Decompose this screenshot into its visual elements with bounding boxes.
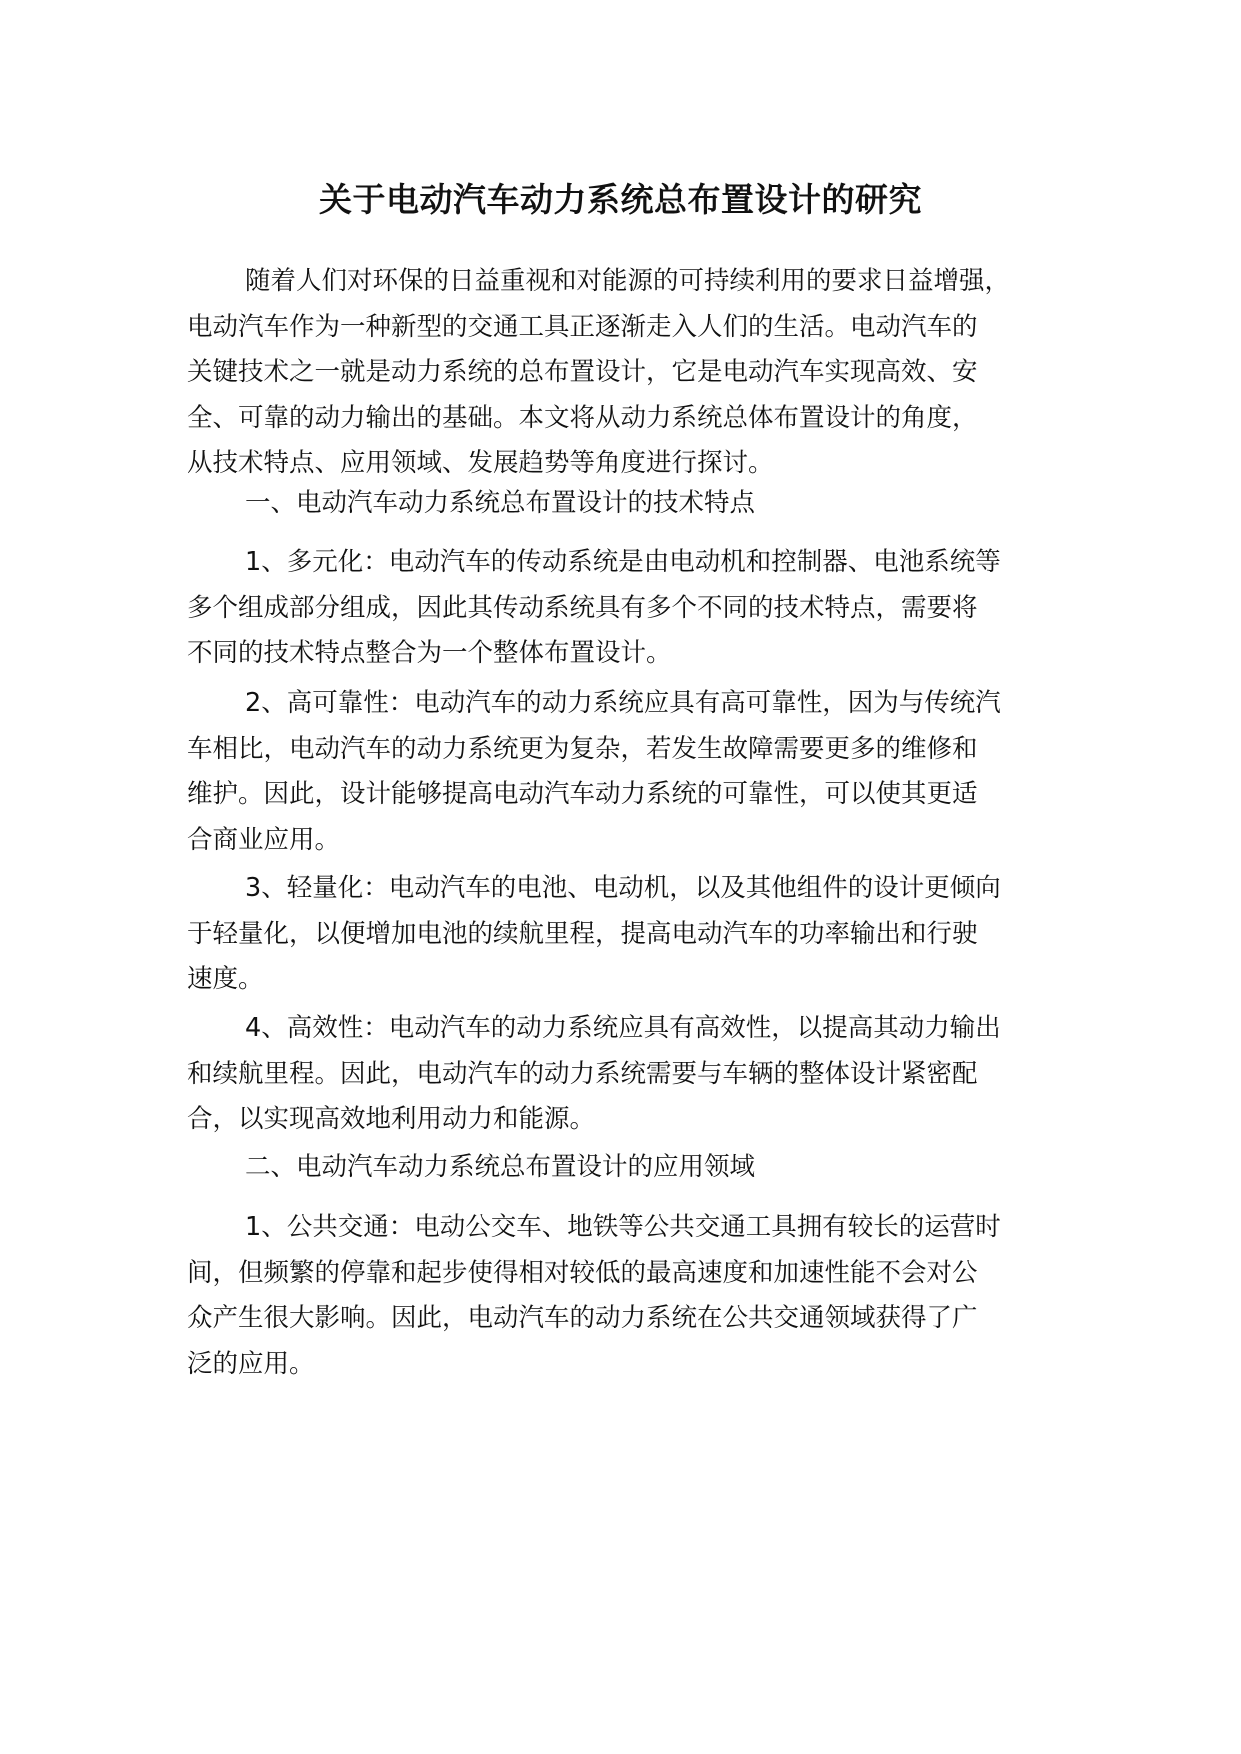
paragraph-public-transport: 1、公共交通：电动公交车、地铁等公共交通工具拥有较长的运营时 间，但频繁的停靠和起步使得相对较低的最高速度和加速性能不会对公 众产生很大影响。因此，电动汽车的动力系统在公共交通领域获得了广 泛的应用。 <box>187 1212 1001 1379</box>
paragraph-diversification: 1、多元化：电动汽车的传动系统是由电动机和控制器、电池系统等 多个组成部分组成，因此其传动系统具有多个不同的技术特点，需要将 不同的技术特点整合为一个整体布置设计。 <box>187 547 1001 668</box>
intro-paragraph: 随着人们对环保的日益重视和对能源的可持续利用的要求日益增强， 电动汽车作为一种新型的交通工具正逐渐走入人们的生活。电动汽车的 关键技术之一就是动力系统的总布置设计，它是电动汽车实现高效、安 全、可靠的动力输出的基础。本文将从动力系统总体布置设计的角度， 从技术特点、应用领域、发展趋势等角度进行探讨。 <box>187 266 1011 478</box>
section-heading-application-fields: 二、电动汽车动力系统总布置设计的应用领域 <box>245 1152 756 1182</box>
paragraph-lightweight: 3、轻量化：电动汽车的电池、电动机，以及其他组件的设计更倾向 于轻量化，以便增加电池的续航里程，提高电动汽车的功率输出和行驶 速度。 <box>187 873 1001 994</box>
paragraph-high-reliability: 2、高可靠性：电动汽车的动力系统应具有高可靠性，因为与传统汽 车相比，电动汽车的动力系统更为复杂，若发生故障需要更多的维修和 维护。因此，设计能够提高电动汽车动力系统的可靠性，可以使其更适 合商业应用。 <box>187 688 1001 855</box>
document-title: 关于电动汽车动力系统总布置设计的研究 <box>319 180 922 219</box>
section-heading-technical-features: 一、电动汽车动力系统总布置设计的技术特点 <box>245 488 756 518</box>
paragraph-high-efficiency: 4、高效性：电动汽车的动力系统应具有高效性，以提高其动力输出 和续航里程。因此，电动汽车的动力系统需要与车辆的整体设计紧密配 合，以实现高效地利用动力和能源。 <box>187 1013 1001 1134</box>
